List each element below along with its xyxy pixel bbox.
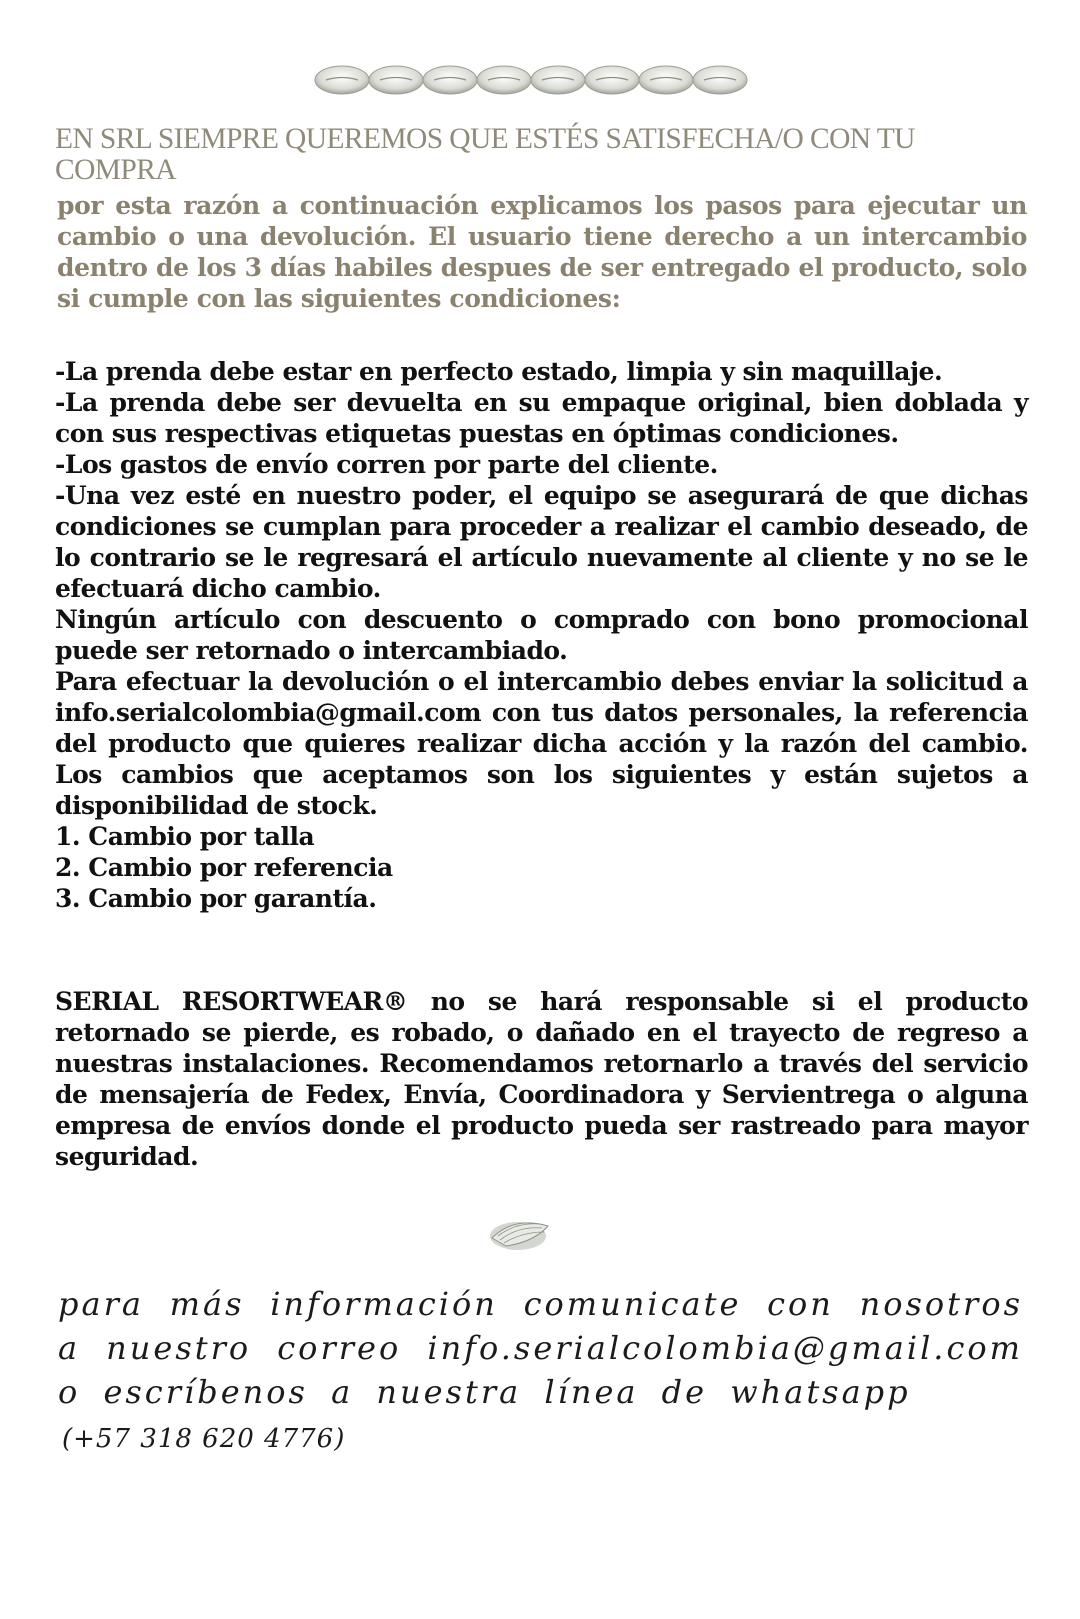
condition-item: Para efectuar la devolución o el intercambio debes enviar la solicitud a info.serialcolombia@gmail.com con tus datos personales, la referencia del producto que quieres realizar dicha acción y la razón del cambio. Los cambios que aceptamos son los siguientes y están sujetos a disponibilidad de stock. [55, 667, 1028, 820]
whatsapp-phone: (+57 318 620 4776) [62, 1424, 346, 1454]
cowrie-shell [477, 66, 531, 94]
cowrie-shell [531, 66, 585, 94]
cowrie-shell [585, 66, 639, 94]
exchange-option: 2. Cambio por referencia [55, 853, 393, 882]
cowrie-shell [639, 66, 693, 94]
cowrie-shell [693, 66, 747, 94]
condition-item: Ningún artículo con descuento o comprado con bono promocional puede ser retornado o intercambiado. [55, 605, 1028, 665]
condition-item: -Los gastos de envío corren por parte del cliente. [55, 450, 718, 479]
condition-item: -Una vez esté en nuestro poder, el equipo se asegurará de que dichas condiciones se cumplan para proceder a realizar el cambio deseado, de lo contrario se le regresará el artículo nuevamente al cliente y no se le efectuará dicho cambio. [55, 481, 1028, 603]
disclaimer-paragraph: SERIAL RESORTWEAR® no se hará responsable si el producto retornado se pierde, es robado, o dañado en el trayecto de regreso a nuestras instalaciones. Recomendamos retornarlo a través del servicio de mensajería de Fedex, Envía, Coordinadora y Servientrega o alguna empresa de envíos donde el producto pueda ser rastreado para mayor seguridad. [55, 987, 1028, 1171]
intro-paragraph: por esta razón a continuación explicamos los pasos para ejecutar un cambio o una devolución. El usuario tiene derecho a un intercambio dentro de los 3 días habiles despues de ser entregado el producto, solo si cumple con las siguientes condiciones: [57, 191, 1027, 313]
cowrie-shell [423, 66, 477, 94]
cowrie-shell-row-icon [312, 58, 752, 102]
cowrie-shell [369, 66, 423, 94]
condition-item: -La prenda debe estar en perfecto estado, limpia y sin maquillaje. [55, 357, 943, 386]
conditions-list [55, 356, 1028, 914]
page-title: EN SRL SIEMPRE QUEREMOS QUE ESTÉS SATISFECHA/O CON TU COMPRA [55, 123, 915, 186]
condition-item: -La prenda debe ser devuelta en su empaque original, bien doblada y con sus respectivas etiquetas puestas en óptimas condiciones. [55, 388, 1028, 448]
seashell-icon [484, 1212, 554, 1254]
exchange-option: 3. Cambio por garantía. [55, 884, 377, 913]
cowrie-shell [315, 66, 369, 94]
exchange-option: 1. Cambio por talla [55, 822, 315, 851]
contact-text: para más información comunicate con nosotros a nuestro correo info.serialcolombia@gmail.com o escríbenos a nuestra línea de whatsapp [58, 1285, 1023, 1411]
